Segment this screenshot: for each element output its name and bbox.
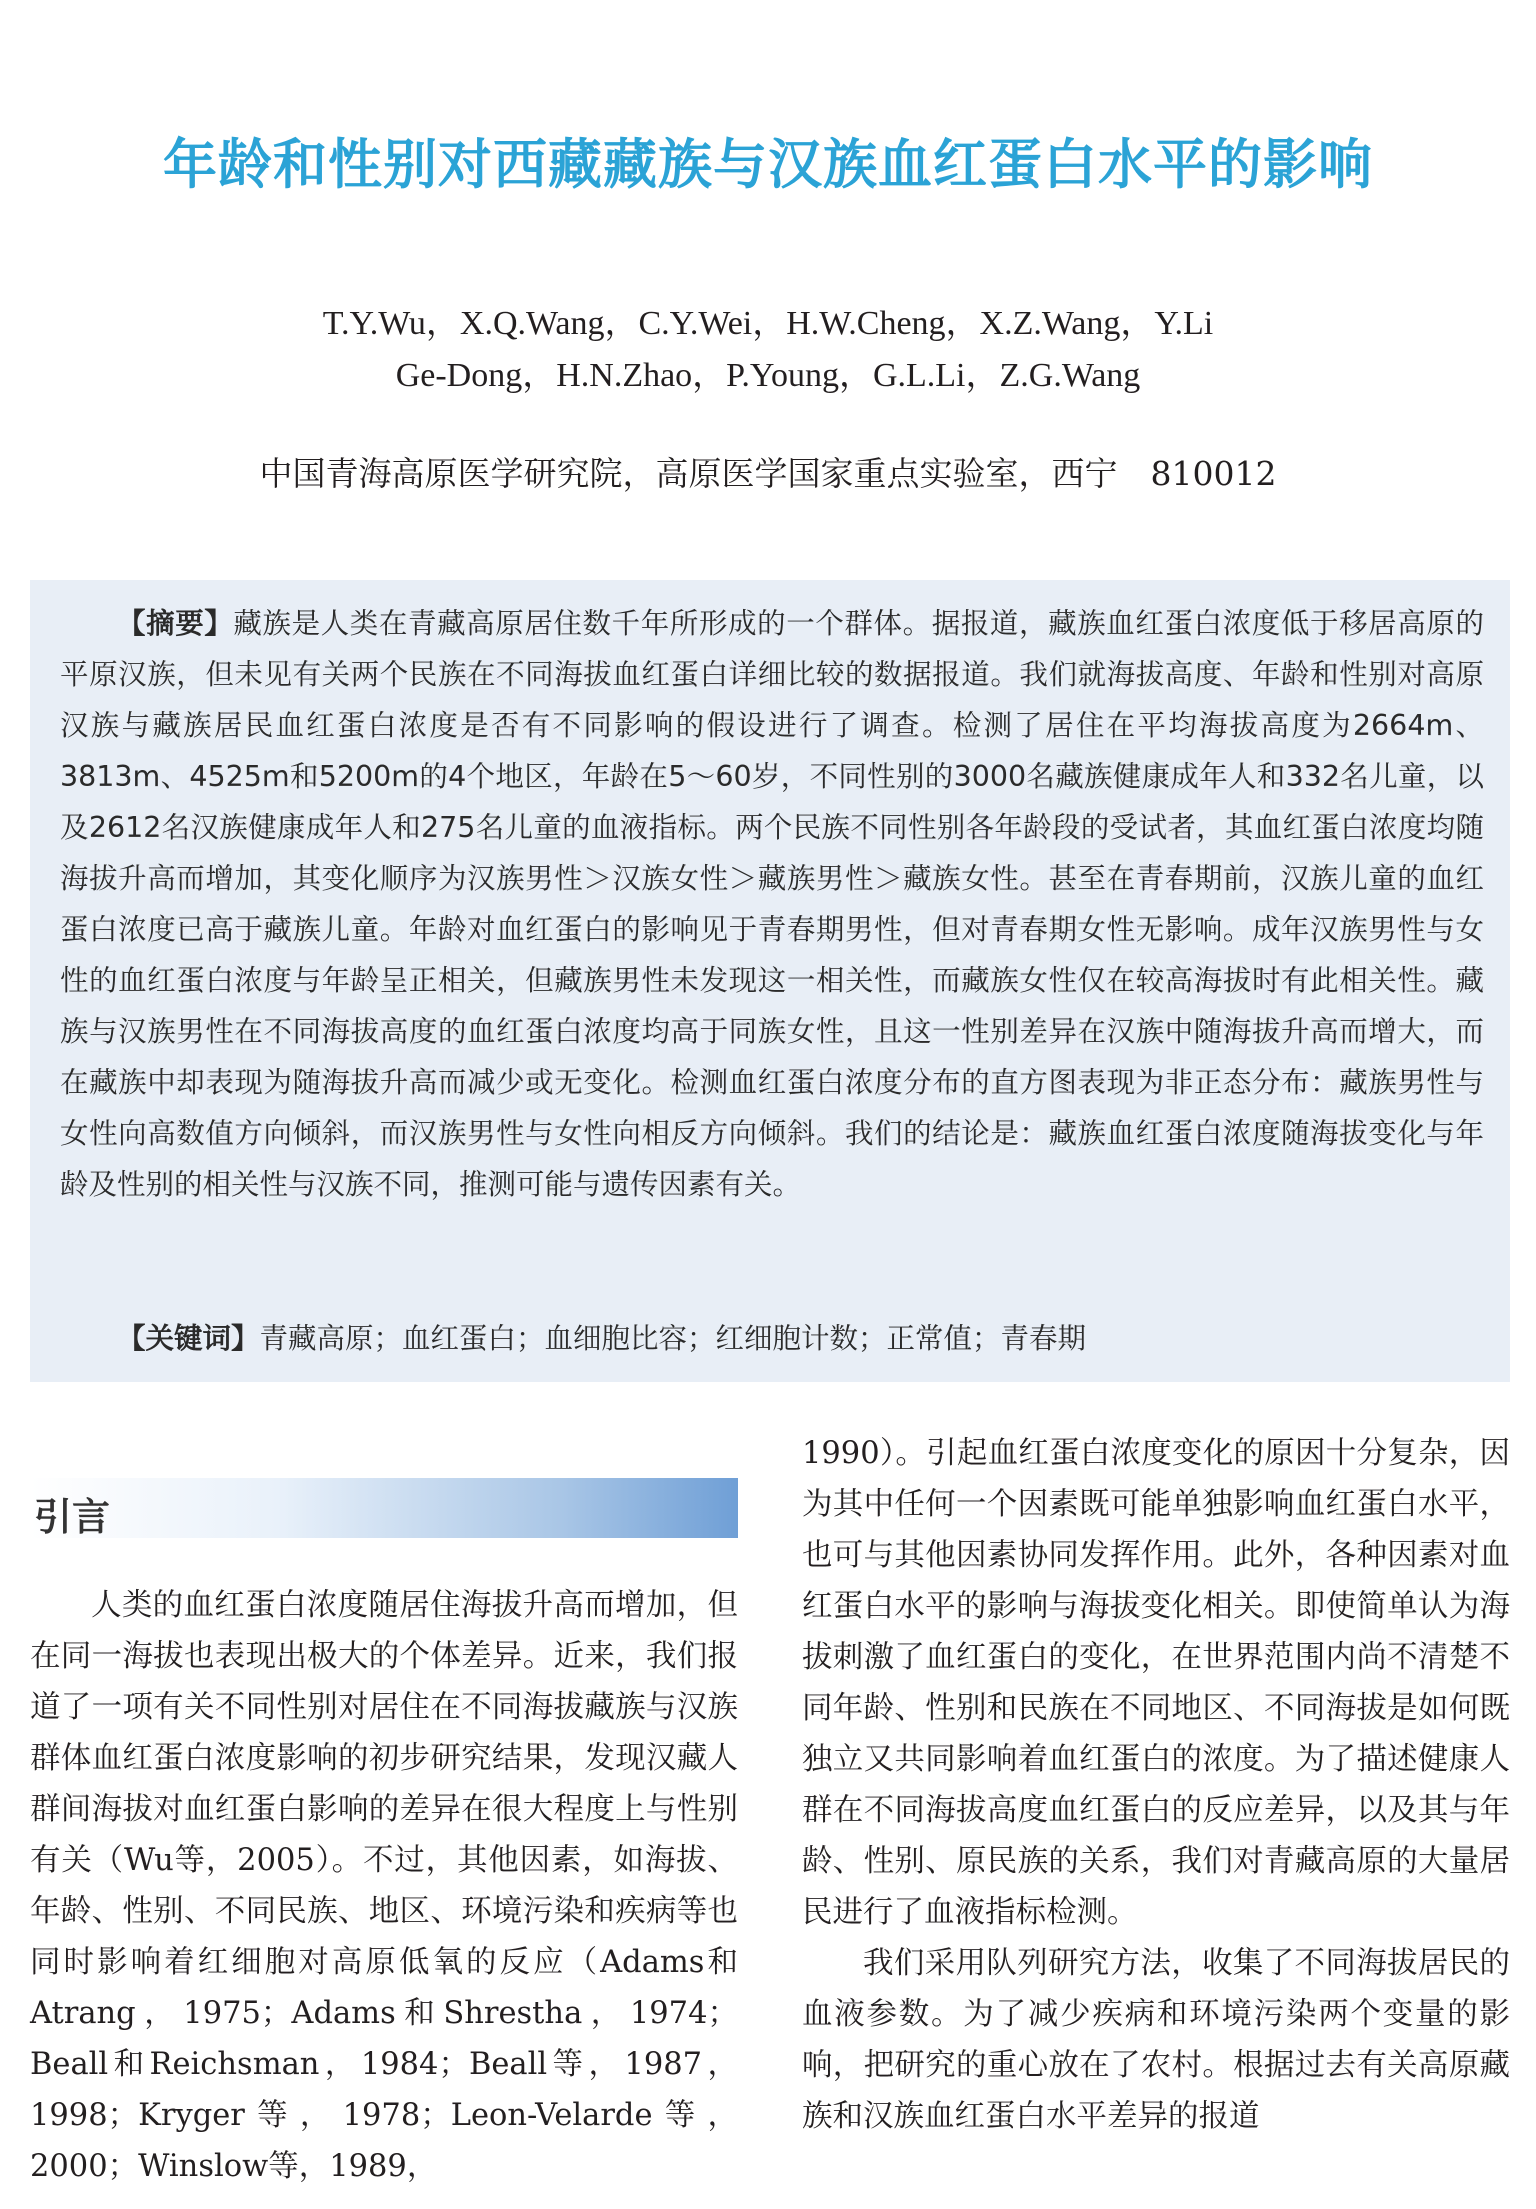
body-paragraph: 1990）。引起血红蛋白浓度变化的原因十分复杂，因为其中任何一个因素既可能单独影响血红蛋白水平，也可与其他因素协同发挥作用。此外，各种因素对血红蛋白水平的影响与海拔变化相关。即使简单认为海拔刺激了血红蛋白的变化，在世界范围内尚不清楚不同年龄、性别和民族在不同地区、不同海拔是如何既独立又共同影响着血红蛋白的浓度。为了描述健康人群在不同海拔高度血红蛋白的反应差异，以及其与年龄、性别、原民族的关系，我们对青藏高原的大量居民进行了血液指标检测。 (802, 1436, 1510, 1930)
abstract-text: 藏族是人类在青藏高原居住数千年所形成的一个群体。据报道，藏族血红蛋白浓度低于移居高原的平原汉族，但未见有关两个民族在不同海拔血红蛋白详细比较的数据报道。我们就海拔高度、年龄和性别对高原汉族与藏族居民血红蛋白浓度是否有不同影响的假设进行了调查。检测了居住在平均海拔高度为2664m、3813m、4525m和5200m的4个地区，年龄在5～60岁，不同性别的3000名藏族健康成年人和332名儿童，以及2612名汉族健康成年人和275名儿童的血液指标。两个民族不同性别各年龄段的受试者，其血红蛋白浓度均随海拔升高而增加，其变化顺序为汉族男性＞汉族女性＞藏族男性＞藏族女性。甚至在青春期前，汉族儿童的血红蛋白浓度已高于藏族儿童。年龄对血红蛋白的影响见于青春期男性，但对青春期女性无影响。成年汉族男性与女性的血红蛋白浓度与年龄呈正相关，但藏族男性未发现这一相关性，而藏族女性仅在较高海拔时有此相关性。藏族与汉族男性在不同海拔高度的血红蛋白浓度均高于同族女性，且这一性别差异在汉族中随海拔升高而增大，而在藏族中却表现为随海拔升高而减少或无变化。检测血红蛋白浓度分布的直方图表现为非正态分布：藏族男性与女性向高数值方向倾斜，而汉族男性与女性向相反方向倾斜。我们的结论是：藏族血红蛋白浓度随海拔变化与年龄及性别的相关性与汉族不同，推测可能与遗传因素有关。 (60, 607, 1484, 1201)
abstract (60, 598, 1484, 1210)
authors-line-2: Ge-Dong，H.N.Zhao，P.Young，G.L.Li，Z.G.Wang (395, 357, 1141, 394)
keywords-text: 青藏高原；血红蛋白；血细胞比容；红细胞计数；正常值；青春期 (259, 1322, 1087, 1355)
author-list (0, 298, 1536, 402)
keywords-label: 【关键词】 (117, 1322, 260, 1355)
keywords (60, 1313, 1484, 1364)
authors-line-1: T.Y.Wu，X.Q.Wang，C.Y.Wei，H.W.Cheng，X.Z.Wang，Y.Li (322, 305, 1214, 342)
affiliation: 中国青海高原医学研究院，高原医学国家重点实验室，西宁 810012 (259, 454, 1277, 493)
body-paragraph: 人类的血红蛋白浓度随居住海拔升高而增加，但在同一海拔也表现出极大的个体差异。近来，我们报道了一项有关不同性别对居住在不同海拔藏族与汉族群体血红蛋白浓度影响的初步研究结果，发现汉藏人群间海拔对血红蛋白影响的差异在很大程度上与性别有关（Wu等，2005）。不过，其他因素，如海拔、年龄、性别、不同民族、地区、环境污染和疾病等也同时影响着红细胞对高原低氧的反应（Adams和Atrang，1975；Adams和Shrestha，1974；Beall和Reichsman，1984；Beall等，1987，1998；Kryger等，1978；Leon-Velarde等，2000；Winslow等，1989， (30, 1588, 738, 2184)
abstract-box (30, 580, 1510, 1382)
section-heading-bar (30, 1478, 738, 1538)
body-paragraph: 我们采用队列研究方法，收集了不同海拔居民的血液参数。为了减少疾病和环境污染两个变量的影响，把研究的重心放在了农村。根据过去有关高原藏族和汉族血红蛋白水平差异的报道 (802, 1946, 1510, 2134)
body-column-left (30, 1580, 738, 2192)
abstract-label: 【摘要】 (117, 607, 234, 640)
section-heading: 引言 (34, 1495, 111, 1539)
body-column-right (802, 1428, 1510, 2142)
article-title: 年龄和性别对西藏藏族与汉族血红蛋白水平的影响 (163, 132, 1373, 196)
